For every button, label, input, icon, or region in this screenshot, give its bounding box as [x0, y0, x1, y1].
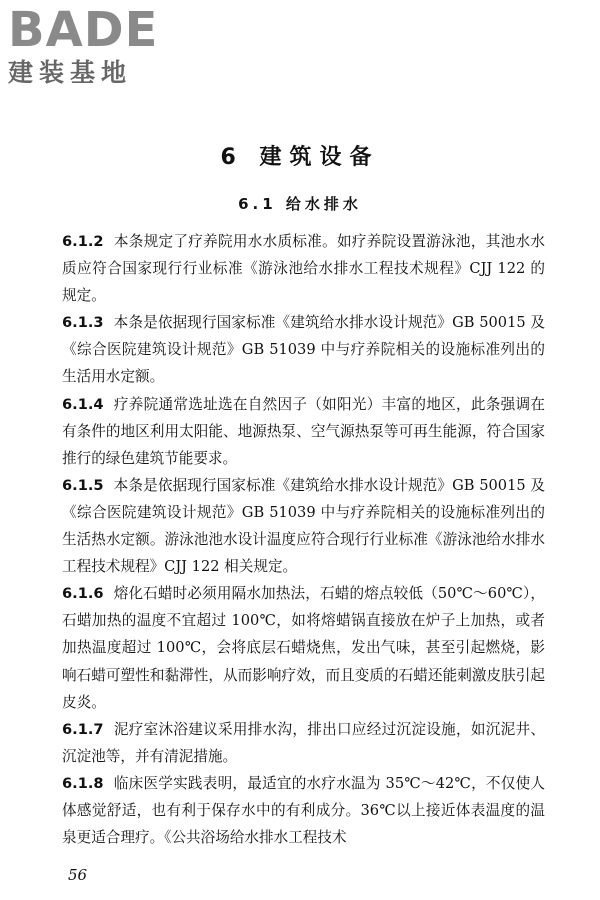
chapter-title: 6 建筑设备 [220, 145, 380, 170]
clause-number: 6.1.7 [62, 720, 104, 738]
clause-text: 临床医学实践表明，最适宜的水疗水温为 35℃～42℃，不仅使人体感觉舒适，也有利于保存水中的有利成分。36℃以上接近体表温度的温泉更适合理疗。《公共浴场给水排水工程技术 [62, 774, 545, 847]
document-body [62, 228, 545, 851]
paragraph-6-1-5 [62, 472, 545, 580]
clause-number: 6.1.8 [62, 774, 104, 792]
paragraph-6-1-7 [62, 716, 545, 770]
paragraph-6-1-6 [62, 580, 545, 715]
page-number: 56 [68, 866, 88, 884]
paragraph-6-1-4 [62, 391, 545, 472]
clause-number: 6.1.3 [62, 314, 104, 332]
clause-number: 6.1.2 [62, 233, 104, 250]
clause-text: 本条是依据现行国家标准《建筑给水排水设计规范》GB 50015 及《综合医院建筑设计规范》GB 51039 中与疗养院相关的设施标准列出的生活用水定额。 [62, 314, 545, 386]
paragraph-6-1-2 [62, 228, 545, 309]
clause-text: 疗养院通常选址选在自然因子（如阳光）丰富的地区，此条强调在有条件的地区利用太阳能、地源热泵、空气源热泵等可再生能源，符合国家推行的绿色建筑节能要求。 [62, 395, 545, 467]
paragraph-6-1-3 [62, 309, 545, 390]
clause-text: 本条是依据现行国家标准《建筑给水排水设计规范》GB 50015 及《综合医院建筑设计规范》GB 51039 中与疗养院相关的设施标准列出的生活热水定额。游泳池池水设计温度应符合现行行业标准《游泳池给水排水工程技术规程》CJJ 122 相关规定。 [62, 476, 545, 576]
clause-text: 泥疗室沐浴建议采用排水沟，排出口应经过沉淀设施，如沉泥井、沉淀池等，并有清泥措施。 [62, 720, 545, 765]
logo-wordmark: BADE [8, 2, 159, 58]
clause-text: 本条规定了疗养院用水水质标准。如疗养院设置游泳池，其池水水质应符合国家现行行业标准《游泳池给水排水工程技术规程》CJJ 122 的规定。 [62, 233, 545, 305]
clause-number: 6.1.6 [62, 585, 104, 603]
bade-logo [8, 4, 178, 94]
clause-number: 6.1.4 [62, 395, 104, 413]
logo-subtitle: 建装基地 [8, 58, 133, 87]
section-title: 6.1 给水排水 [238, 195, 362, 213]
clause-text: 熔化石蜡时必须用隔水加热法，石蜡的熔点较低（50℃～60℃），石蜡加热的温度不宜超过 100℃，如将熔蜡锅直接放在炉子上加热，或者加热温度超过 100℃，会将底层石蜡烧焦，发出气味，甚至引起燃烧，影响石蜡可塑性和黏滞性，从而影响疗效，而且变质的石蜡还能刺激皮肤引起皮炎。 [62, 585, 545, 711]
paragraph-6-1-8 [62, 770, 545, 851]
clause-number: 6.1.5 [62, 476, 104, 494]
